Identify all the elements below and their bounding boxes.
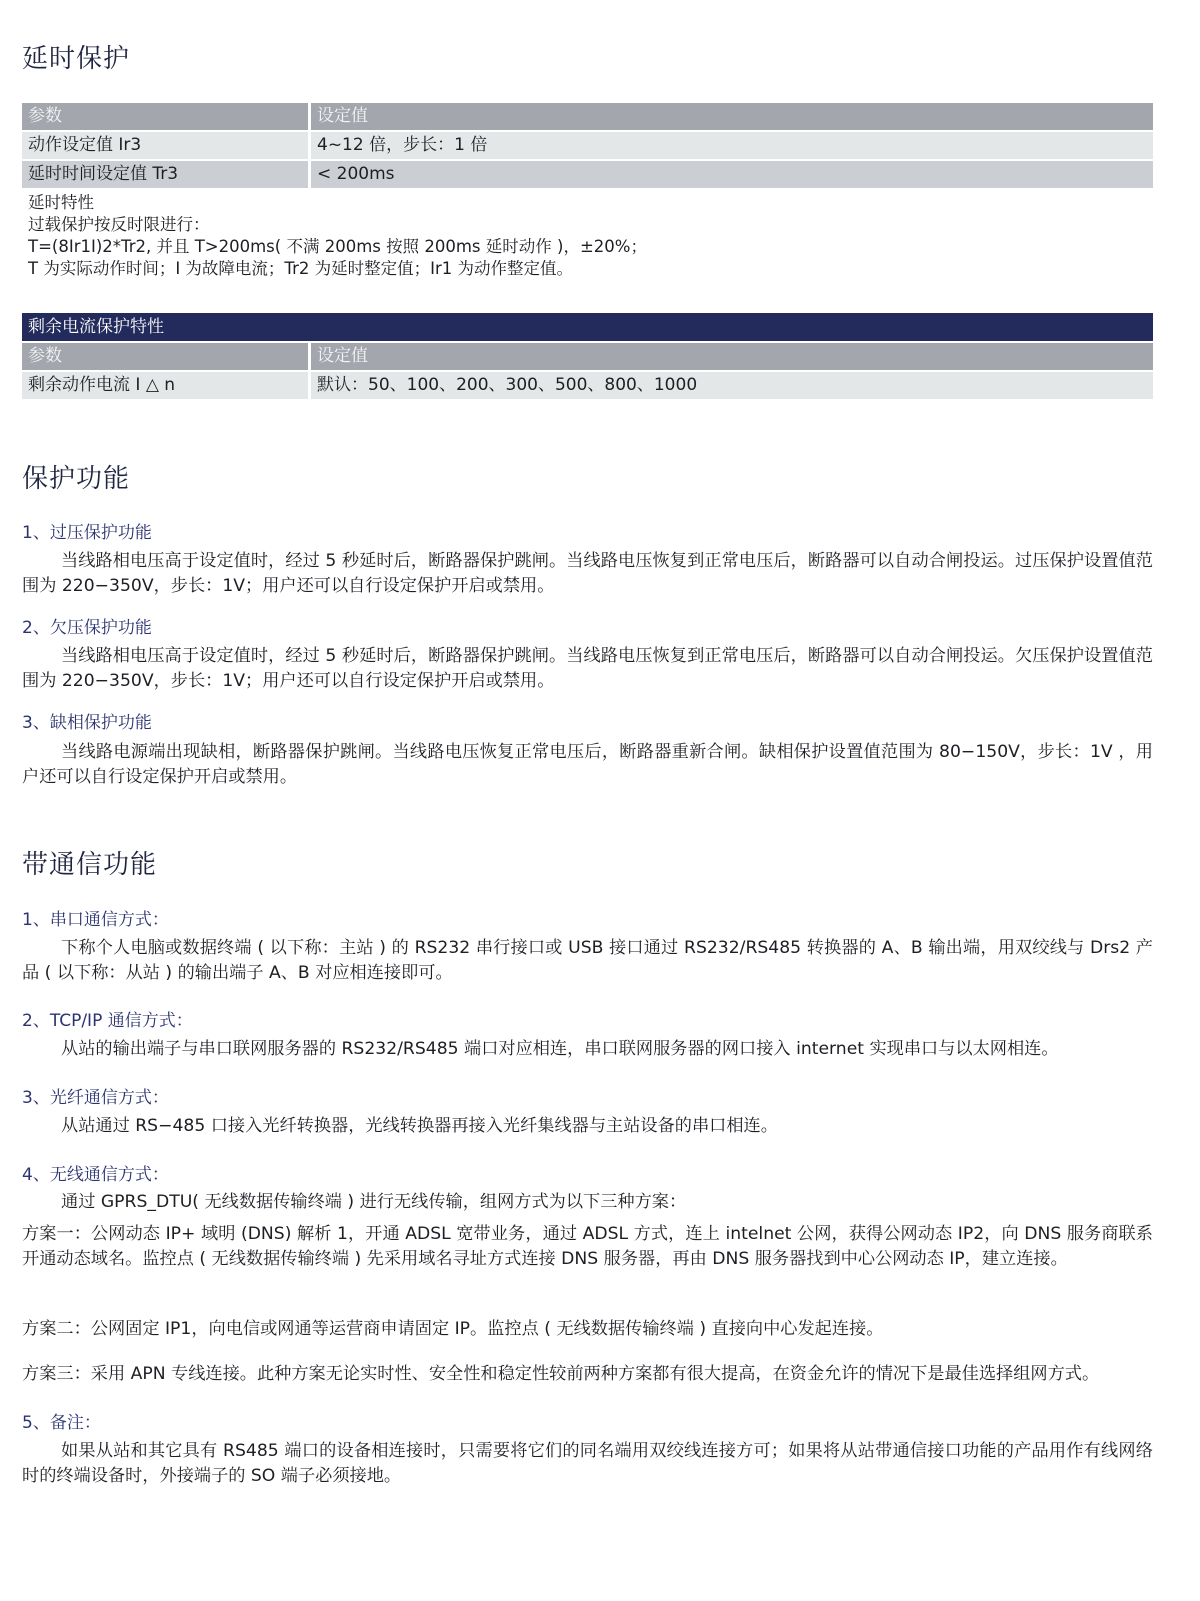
plan-two: 方案二：公网固定 IP1，向电信或网通等运营商申请固定 IP。监控点 ( 无线数据传输终端 ) 直接向中心发起连接。 <box>22 1319 884 1339</box>
subheading-remarks: 5、备注： <box>22 1413 101 1433</box>
subheading-phase-loss: 3、缺相保护功能 <box>22 713 152 733</box>
delay-characteristics <box>28 192 647 280</box>
residual-current-title-bar: 剩余电流保护特性 <box>22 313 1153 341</box>
table-cell-parameter: 动作设定值 Ir3 <box>22 132 311 159</box>
paragraph-wireless: 通过 GPRS_DTU( 无线数据传输终端 ) 进行无线传输，组网方式为以下三种方案： <box>61 1192 687 1212</box>
subheading-serial: 1、串口通信方式： <box>22 910 169 930</box>
plan-three: 方案三：采用 APN 专线连接。此种方案无论实时性、安全性和稳定性较前两种方案都有很大提高，在资金允许的情况下是最佳选择组网方式。 <box>22 1364 1100 1384</box>
table-header-row <box>22 343 1153 370</box>
subheading-wireless: 4、无线通信方式： <box>22 1165 169 1185</box>
column-header-parameter: 参数 <box>22 103 311 130</box>
column-header-value: 设定值 <box>317 106 368 126</box>
delay-characteristics-legend: T 为实际动作时间；I 为故障电流；Tr2 为延时整定值；Ir1 为动作整定值。 <box>28 259 574 278</box>
paragraph-phase-loss: 当线路电源端出现缺相，断路器保护跳闸。当线路电压恢复正常电压后，断路器重新合闸。缺相保护设置值范围为 80−150V，步长：1V ，用户还可以自行设定保护开启或禁用。 <box>22 742 1153 787</box>
subheading-undervoltage: 2、欠压保护功能 <box>22 618 152 638</box>
paragraph-remarks: 如果从站和其它具有 RS485 端口的设备相连接时，只需要将它们的同名端用双绞线连接方可；如果将从站带通信接口功能的产品用作有线网络时的终端设备时，外接端子的 SO 端子必须接地。 <box>22 1441 1153 1486</box>
table-row <box>22 161 1153 188</box>
paragraph-tcpip: 从站的输出端子与串口联网服务器的 RS232/RS485 端口对应相连，串口联网服务器的网口接入 internet 实现串口与以太网相连。 <box>61 1039 1059 1059</box>
paragraph-serial: 下称个人电脑或数据终端 ( 以下称：主站 ) 的 RS232 串行接口或 USB 接口通过 RS232/RS485 转换器的 A、B 输出端，用双绞线与 Drs2 产品 ( 以下称：从站 ) 的输出端子 A、B 对应相连接即可。 <box>22 938 1153 983</box>
table-row <box>22 372 1153 399</box>
table-cell-parameter: 剩余动作电流 I △ n <box>22 372 311 399</box>
delay-characteristics-label: 延时特性 <box>28 193 94 212</box>
section-title-delay-protection: 延时保护 <box>22 44 131 74</box>
delay-characteristics-line: 过载保护按反时限进行： <box>28 215 210 234</box>
column-header-value: 设定值 <box>317 346 368 366</box>
table-row <box>22 132 1153 159</box>
table-header-row <box>22 103 1153 130</box>
table-cell-parameter: 延时时间设定值 Tr3 <box>22 161 311 188</box>
residual-current-table <box>22 313 1153 401</box>
section-title-protection-functions: 保护功能 <box>22 464 131 494</box>
table-cell-value: < 200ms <box>317 164 395 184</box>
paragraph-overvoltage: 当线路相电压高于设定值时，经过 5 秒延时后，断路器保护跳闸。当线路电压恢复到正常电压后，断路器可以自动合闸投运。过压保护设置值范围为 220−350V，步长：1V；用户还可以自行设定保护开启或禁用。 <box>22 551 1153 596</box>
column-header-parameter: 参数 <box>22 343 311 370</box>
section-title-communication: 带通信功能 <box>22 850 158 880</box>
table-cell-value: 4~12 倍，步长：1 倍 <box>317 135 488 155</box>
paragraph-undervoltage: 当线路相电压高于设定值时，经过 5 秒延时后，断路器保护跳闸。当线路电压恢复到正常电压后，断路器可以自动合闸投运。欠压保护设置值范围为 220−350V，步长：1V；用户还可以自行设定保护开启或禁用。 <box>22 646 1153 691</box>
delay-characteristics-formula: T=(8Ir1I)2*Tr2, 并且 T>200ms( 不满 200ms 按照 200ms 延时动作 )，±20%； <box>28 237 647 256</box>
subheading-tcpip: 2、TCP/IP 通信方式： <box>22 1011 193 1031</box>
paragraph-fiber: 从站通过 RS−485 口接入光纤转换器，光线转换器再接入光纤集线器与主站设备的串口相连。 <box>61 1116 778 1136</box>
subheading-overvoltage: 1、过压保护功能 <box>22 523 152 543</box>
plan-one: 方案一：公网动态 IP+ 域明 (DNS) 解析 1，开通 ADSL 宽带业务，通过 ADSL 方式，连上 intelnet 公网，获得公网动态 IP2，向 DNS 服务商联系开通动态域名。监控点 ( 无线数据传输终端 ) 先采用域名寻址方式连接 DNS 服务器，再由 DNS 服务器找到中心公网动态 IP，建立连接。 <box>22 1224 1153 1269</box>
table-cell-value: 默认：50、100、200、300、500、800、1000 <box>317 375 698 395</box>
delay-protection-table <box>22 103 1153 190</box>
subheading-fiber: 3、光纤通信方式： <box>22 1088 169 1108</box>
